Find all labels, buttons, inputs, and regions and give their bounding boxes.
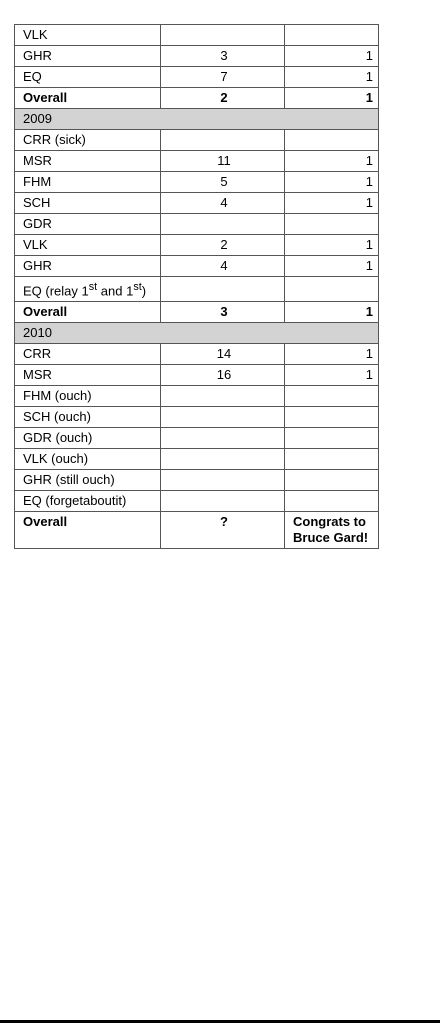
table-row <box>15 470 379 491</box>
overall-cell <box>285 407 379 428</box>
place-cell: 16 <box>161 365 285 386</box>
table-row <box>15 428 379 449</box>
table-row <box>15 277 379 302</box>
table-row <box>15 344 379 365</box>
place-cell <box>161 277 285 302</box>
place-cell <box>161 470 285 491</box>
overall-cell <box>285 428 379 449</box>
year-label: 2009 <box>15 109 379 130</box>
event-cell: CRR <box>15 344 161 365</box>
table-row <box>15 256 379 277</box>
overall-cell: 1 <box>285 67 379 88</box>
event-cell: EQ (forgetaboutit) <box>15 491 161 512</box>
place-cell: 5 <box>161 172 285 193</box>
event-cell: VLK (ouch) <box>15 449 161 470</box>
overall-row <box>15 302 379 323</box>
place-cell: 7 <box>161 67 285 88</box>
overall-cell: 1 <box>285 151 379 172</box>
place-cell <box>161 130 285 151</box>
event-cell: FHM (ouch) <box>15 386 161 407</box>
event-cell: MSR <box>15 365 161 386</box>
table-row <box>15 151 379 172</box>
bottom-divider <box>0 1020 440 1023</box>
event-cell: GHR <box>15 256 161 277</box>
event-cell: GDR <box>15 214 161 235</box>
place-cell <box>161 449 285 470</box>
congrats-line: Congrats to <box>293 514 366 530</box>
overall-cell: 1 <box>285 88 379 109</box>
table-row <box>15 491 379 512</box>
table-row <box>15 449 379 470</box>
overall-cell: 1 <box>285 365 379 386</box>
place-cell <box>161 428 285 449</box>
year-row <box>15 323 379 344</box>
place-cell: 4 <box>161 193 285 214</box>
overall-cell <box>285 386 379 407</box>
table-row <box>15 67 379 88</box>
congrats-cell <box>285 512 379 549</box>
place-cell <box>161 491 285 512</box>
table-row <box>15 365 379 386</box>
overall-cell: 1 <box>285 193 379 214</box>
results-table <box>14 24 379 549</box>
event-cell: Overall <box>15 88 161 109</box>
overall-cell <box>285 130 379 151</box>
table-row <box>15 214 379 235</box>
table-row <box>15 193 379 214</box>
table-row <box>15 235 379 256</box>
table-row <box>15 386 379 407</box>
place-cell: 14 <box>161 344 285 365</box>
overall-cell <box>285 449 379 470</box>
place-cell: ? <box>161 512 285 549</box>
overall-cell <box>285 25 379 46</box>
event-cell: Overall <box>15 512 161 549</box>
event-text-part: and 1 <box>97 283 134 299</box>
table-row <box>15 25 379 46</box>
table-row <box>15 130 379 151</box>
overall-cell: 1 <box>285 172 379 193</box>
event-cell: CRR (sick) <box>15 130 161 151</box>
overall-cell: 1 <box>285 235 379 256</box>
ordinal-suffix: st <box>133 281 142 293</box>
place-cell <box>161 25 285 46</box>
overall-cell <box>285 214 379 235</box>
place-cell: 2 <box>161 235 285 256</box>
overall-cell <box>285 491 379 512</box>
year-row <box>15 109 379 130</box>
overall-cell: 1 <box>285 344 379 365</box>
event-text-part: ) <box>141 283 147 299</box>
overall-cell <box>285 277 379 302</box>
event-cell: VLK <box>15 235 161 256</box>
table-row <box>15 46 379 67</box>
overall-cell: 1 <box>285 46 379 67</box>
place-cell: 11 <box>161 151 285 172</box>
place-cell <box>161 386 285 407</box>
place-cell: 4 <box>161 256 285 277</box>
place-cell: 3 <box>161 46 285 67</box>
ordinal-suffix: st <box>88 281 98 293</box>
overall-cell <box>285 470 379 491</box>
place-cell: 3 <box>161 302 285 323</box>
event-cell <box>15 277 161 302</box>
congrats-line: Bruce Gard! <box>293 530 369 546</box>
event-cell: VLK <box>15 25 161 46</box>
table-row <box>15 172 379 193</box>
event-cell: SCH <box>15 193 161 214</box>
place-cell: 2 <box>161 88 285 109</box>
overall-row <box>15 88 379 109</box>
event-cell: GDR (ouch) <box>15 428 161 449</box>
event-cell: MSR <box>15 151 161 172</box>
place-cell <box>161 214 285 235</box>
place-cell <box>161 407 285 428</box>
event-cell: GHR (still ouch) <box>15 470 161 491</box>
event-cell: EQ <box>15 67 161 88</box>
event-cell: Overall <box>15 302 161 323</box>
event-cell: FHM <box>15 172 161 193</box>
event-cell: SCH (ouch) <box>15 407 161 428</box>
overall-cell: 1 <box>285 302 379 323</box>
event-text-part: EQ (relay 1 <box>23 283 89 299</box>
year-label: 2010 <box>15 323 379 344</box>
event-cell: GHR <box>15 46 161 67</box>
overall-cell: 1 <box>285 256 379 277</box>
table-row <box>15 407 379 428</box>
overall-row <box>15 512 379 549</box>
